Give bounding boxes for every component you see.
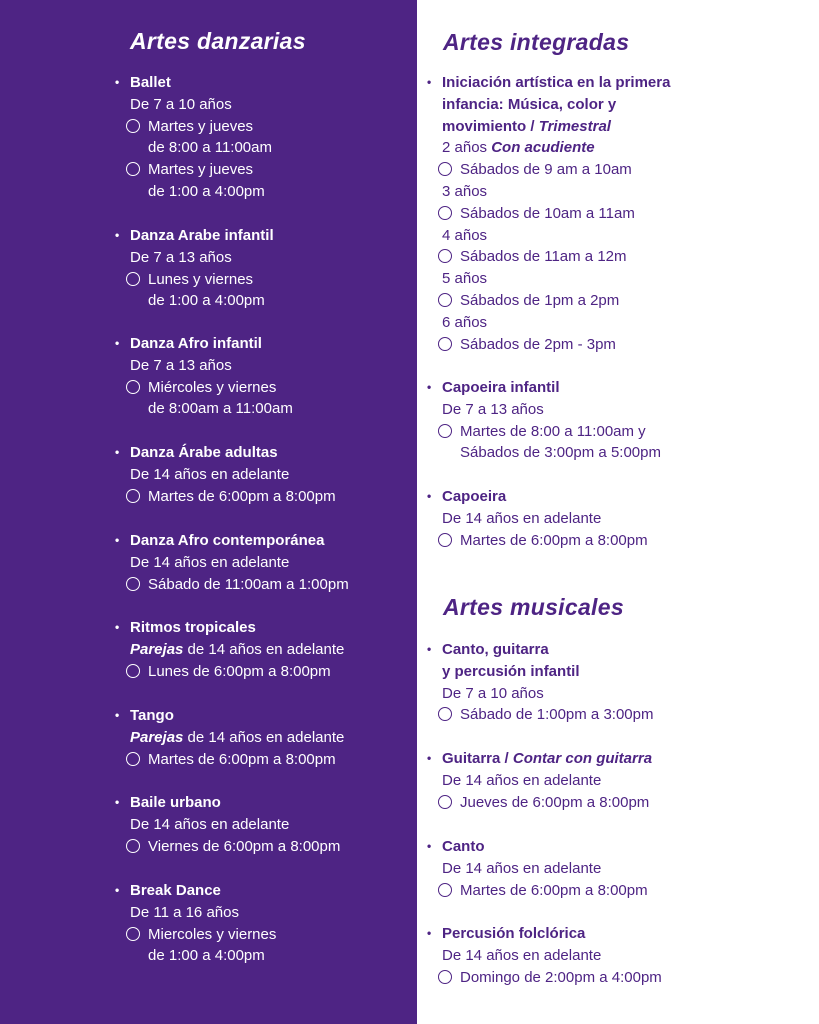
- course-age: Parejas de 14 años en adelante: [130, 640, 345, 658]
- schedule-option[interactable]: Martes de 6:00pm a 8:00pm: [442, 530, 648, 552]
- course-ritmos-tropicales: [130, 617, 344, 682]
- course-danza-arabe-infantil: [130, 225, 274, 312]
- course-title: • Tango: [130, 705, 344, 727]
- radio-button[interactable]: [438, 795, 452, 809]
- course-iniciacion-artistica: [442, 72, 670, 355]
- course-age: 2 años Con acudiente: [442, 139, 595, 157]
- course-title: • Capoeira: [442, 486, 648, 508]
- course-title-line2: infancia: Música, color y: [442, 95, 617, 113]
- course-age: De 7 a 13 años: [442, 400, 544, 418]
- radio-button[interactable]: [438, 337, 452, 351]
- course-title: • Canto: [442, 836, 648, 858]
- course-age: De 7 a 13 años: [130, 356, 232, 374]
- course-title: • Danza Árabe adultas: [130, 442, 336, 464]
- course-age: De 14 años en adelante: [442, 946, 602, 964]
- course-age: De 14 años en adelante: [442, 771, 602, 789]
- course-age: De 7 a 10 años: [130, 95, 232, 113]
- course-capoeira-infantil: [442, 377, 661, 464]
- course-title: • Capoeira infantil: [442, 377, 661, 399]
- schedule-option[interactable]: Sábado de 11:00am a 1:00pm: [130, 574, 349, 596]
- schedule-option[interactable]: Martes y jueves de 1:00 a 4:00pm: [130, 159, 272, 203]
- radio-button[interactable]: [438, 970, 452, 984]
- right-panel: [417, 0, 819, 1024]
- schedule-option[interactable]: Viernes de 6:00pm a 8:00pm: [130, 836, 340, 858]
- schedule-option[interactable]: Sábados de 11am a 12m: [442, 246, 670, 268]
- schedule-option[interactable]: Miércoles y viernes de 8:00am a 11:00am: [130, 377, 293, 421]
- radio-button[interactable]: [126, 839, 140, 853]
- course-age: De 14 años en adelante: [442, 509, 602, 527]
- course-baile-urbano: [130, 792, 340, 857]
- course-capoeira: [442, 486, 648, 551]
- radio-button[interactable]: [126, 927, 140, 941]
- course-age: De 14 años en adelante: [130, 465, 290, 483]
- schedule-option[interactable]: Martes de 6:00pm a 8:00pm: [130, 749, 344, 771]
- course-title: • Percusión folclórica: [442, 923, 662, 945]
- schedule-option[interactable]: Sábado de 1:00pm a 3:00pm: [442, 704, 653, 726]
- schedule-option[interactable]: Miercoles y viernes de 1:00 a 4:00pm: [130, 924, 276, 968]
- course-title: • Canto, guitarra: [442, 639, 653, 661]
- schedule-option[interactable]: Lunes de 6:00pm a 8:00pm: [130, 661, 344, 683]
- course-title-line2: y percusión infantil: [442, 662, 580, 680]
- course-title: • Danza Arabe infantil: [130, 225, 274, 247]
- schedule-option[interactable]: Martes de 6:00pm a 8:00pm: [130, 486, 336, 508]
- course-age: Parejas de 14 años en adelante: [130, 728, 345, 746]
- course-age: 4 años: [442, 226, 488, 244]
- course-age: De 14 años en adelante: [442, 859, 602, 877]
- course-danza-afro-contemporanea: [130, 530, 349, 595]
- schedule-option[interactable]: Domingo de 2:00pm a 4:00pm: [442, 967, 662, 989]
- radio-button[interactable]: [438, 293, 452, 307]
- radio-button[interactable]: [438, 707, 452, 721]
- course-tango: [130, 705, 344, 770]
- course-age: De 7 a 13 años: [130, 248, 232, 266]
- course-title: • Danza Afro infantil: [130, 333, 293, 355]
- radio-button[interactable]: [126, 162, 140, 176]
- radio-button[interactable]: [126, 380, 140, 394]
- radio-button[interactable]: [126, 752, 140, 766]
- course-age: De 14 años en adelante: [130, 553, 290, 571]
- schedule-option[interactable]: Lunes y viernes de 1:00 a 4:00pm: [130, 269, 274, 313]
- course-age: De 14 años en adelante: [130, 815, 290, 833]
- course-title: • Guitarra / Contar con guitarra: [442, 748, 652, 770]
- radio-button[interactable]: [126, 577, 140, 591]
- course-ballet: [130, 72, 272, 203]
- course-age: De 7 a 10 años: [442, 684, 544, 702]
- course-title: • Ballet: [130, 72, 272, 94]
- radio-button[interactable]: [438, 883, 452, 897]
- course-canto: [442, 836, 648, 901]
- section-title-integradas: Artes integradas: [443, 29, 630, 55]
- course-age: De 11 a 16 años: [130, 903, 239, 921]
- radio-button[interactable]: [438, 162, 452, 176]
- radio-button[interactable]: [126, 119, 140, 133]
- course-title-line3: movimiento / Trimestral: [442, 117, 611, 135]
- schedule-option[interactable]: Jueves de 6:00pm a 8:00pm: [442, 792, 652, 814]
- course-title: • Ritmos tropicales: [130, 617, 344, 639]
- course-age: 6 años: [442, 313, 488, 331]
- radio-button[interactable]: [438, 424, 452, 438]
- schedule-option[interactable]: Sábados de 2pm - 3pm: [442, 334, 670, 356]
- radio-button[interactable]: [438, 249, 452, 263]
- schedule-option[interactable]: Martes de 6:00pm a 8:00pm: [442, 880, 648, 902]
- course-break-dance: [130, 880, 276, 967]
- course-title: • Iniciación artística en la primera: [442, 72, 670, 94]
- radio-button[interactable]: [438, 533, 452, 547]
- schedule-option[interactable]: Sábados de 10am a 11am: [442, 203, 670, 225]
- course-age: 3 años: [442, 182, 488, 200]
- radio-button[interactable]: [126, 272, 140, 286]
- course-age: 5 años: [442, 270, 488, 288]
- course-title: • Baile urbano: [130, 792, 340, 814]
- course-danza-arabe-adultas: [130, 442, 336, 507]
- course-danza-afro-infantil: [130, 333, 293, 420]
- radio-button[interactable]: [126, 664, 140, 678]
- section-title-musicales: Artes musicales: [443, 594, 624, 620]
- schedule-option[interactable]: Martes y jueves de 8:00 a 11:00am: [130, 116, 272, 160]
- course-title: • Break Dance: [130, 880, 276, 902]
- course-percusion-folclorica: [442, 923, 662, 988]
- radio-button[interactable]: [126, 489, 140, 503]
- schedule-option[interactable]: Sábados de 1pm a 2pm: [442, 290, 670, 312]
- radio-button[interactable]: [438, 206, 452, 220]
- schedule-option[interactable]: Martes de 8:00 a 11:00am y Sábados de 3:00pm a 5:00pm: [442, 421, 661, 465]
- course-canto-guitarra-percusion-infantil: [442, 639, 653, 726]
- section-title-danzarias: Artes danzarias: [130, 28, 306, 54]
- course-guitarra: [442, 748, 652, 813]
- course-title: • Danza Afro contemporánea: [130, 530, 349, 552]
- schedule-option[interactable]: Sábados de 9 am a 10am: [442, 159, 670, 181]
